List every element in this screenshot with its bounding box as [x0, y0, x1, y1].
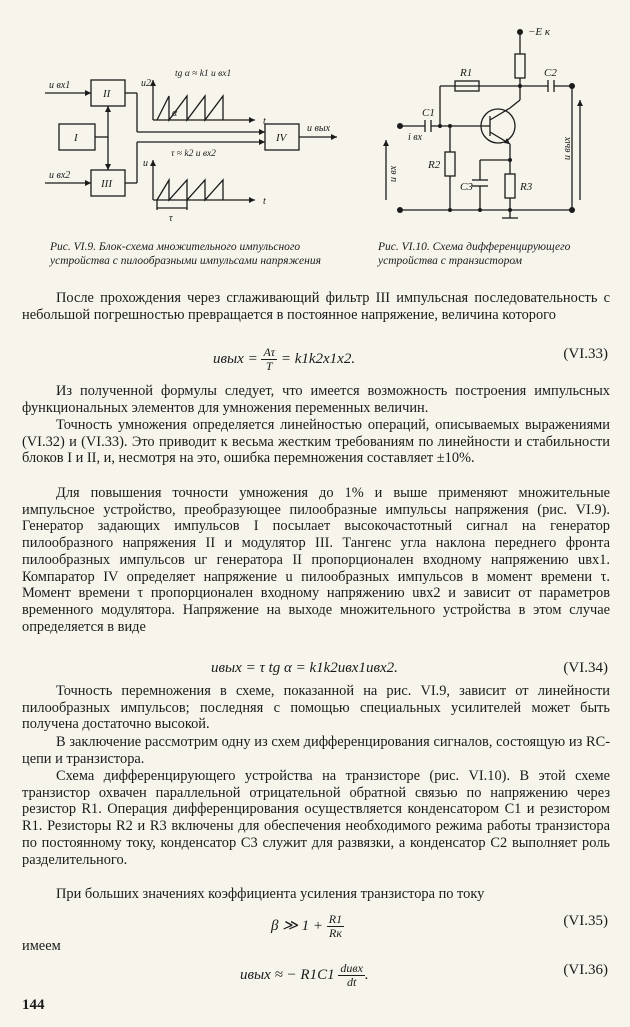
- transistor-circuit-figure: [380, 20, 590, 230]
- equation-number: (VI.34): [563, 660, 608, 676]
- paragraph-8: При больших значениях коэффициента усиления транзистора по току: [56, 886, 485, 902]
- c2-label: C2: [544, 67, 557, 79]
- u-out-label: u вых: [562, 136, 573, 160]
- figure-10-caption: Рис. VI.10. Схема дифференцирующего устройства с транзистором: [378, 241, 571, 267]
- c1-label: C1: [422, 107, 435, 119]
- block-diagram-figure: [45, 50, 345, 230]
- equation-number: (VI.35): [563, 913, 608, 929]
- i-in-label: i вх: [408, 132, 423, 143]
- axis-t-bottom-label: t: [263, 196, 266, 207]
- axis-t-top-label: t: [263, 116, 266, 127]
- u-in-label: u вх: [388, 165, 399, 182]
- block-ii-label: II: [103, 88, 111, 100]
- paragraph-3: Точность умножения определяется линейностью операций, описываемых выражениями (VI.32) и (VI.33). Это приводит к весьма жестким требованиям по линейности и стабильности блоков I и II, и, несмотря на это, ошибка перемножения составляет ±10%.: [22, 417, 610, 467]
- paragraph-6: В заключение рассмотрим одну из схем дифференцирования сигналов, состоящую из RC-цепи и транзистора.: [22, 734, 610, 767]
- equation-number: (VI.33): [563, 346, 608, 362]
- r1-label: R1: [460, 67, 473, 79]
- input-1-label: u вх1: [49, 80, 71, 91]
- paragraph-9: имеем: [22, 938, 61, 954]
- axis-u-label: u: [143, 158, 148, 169]
- output-label: u вых: [307, 123, 331, 134]
- equation-number: (VI.36): [563, 962, 608, 978]
- formula-top: tg α ≈ k1 u вх1: [175, 69, 232, 79]
- equation-vi-33: uвых = $\frac{A\tau}{T}$ = k1k2x1x2. (VI.33): [213, 345, 608, 373]
- block-i-label: I: [74, 132, 78, 144]
- block-iii-label: III: [101, 178, 112, 190]
- equation-vi-36: uвых ≈ − R1C1 $\frac{\text{duвх}}{dt}$ . (VI.36): [240, 961, 608, 989]
- r2-label: R2: [428, 159, 441, 171]
- paragraph-1: После прохождения через сглаживающий фильтр III импульсная последовательность с небольшой погрешностью превращается в постоянное напряжение, величина которого: [22, 290, 610, 323]
- paragraph-2: Из полученной формулы следует, что имеется возможность построения импульсных функциональных элементов для умножения переменных величин.: [22, 383, 610, 416]
- equation-vi-35: β ≫ 1 + $\frac{R1}{Rк}$ (VI.35): [271, 912, 608, 940]
- formula-bottom: τ ≈ k2 u вх2: [171, 149, 216, 159]
- equation-vi-34: uвых = τ tg α = k1k2uвх1uвх2. (VI.34): [211, 660, 608, 676]
- paragraph-7: Схема дифференцирующего устройства на транзисторе (рис. VI.10). В этой схеме транзистор охвачен параллельной отрицательной обратной связью по напряжению через резистор R1. Операция дифференцирования осуществляется конденсатором C1 и резистором R1. Резисторы R2 и R3 включены для обеспечения необходимого режима работы транзистора по постоянному току, конденсатор C3 служит для развязки, а конденсатор C2 выполняет роль разделительного.: [22, 768, 610, 868]
- c3-label: C3: [460, 181, 473, 193]
- supply-label: −E к: [528, 26, 551, 38]
- page-number: 144: [22, 997, 45, 1013]
- alpha-label: α: [172, 108, 178, 119]
- r3-label: R3: [520, 181, 533, 193]
- input-2-label: u вх2: [49, 170, 71, 181]
- paragraph-4: Для повышения точности умножения до 1% и выше применяют множительные импульсное устройство, преобразующее пилообразные импульсы напряжения (рис. VI.9). Генератор задающих импульсов I посылает высокочастотный сигнал на генератор пилообразного напряжения II и модулятор III. Тангенс угла наклона переднего фронта пилообразных импульсов uг генератора II пропорционален входному напряжению uвх1. Компаратор IV определяет напряжение u пилообразных импульсов в момент времени τ. Момент времени τ пропорционален входному напряжению uвх2 и зависит от параметров временного модулятора. Напряжение на выходе множительного устройства в этом случае определяется в виде: [22, 485, 610, 635]
- figure-9-caption: Рис. VI.9. Блок-схема множительного импульсного устройства с пилообразными импульсами напряжения: [50, 241, 321, 267]
- block-iv-label: IV: [276, 132, 287, 144]
- tau-label: τ: [169, 213, 173, 224]
- axis-u2-label: u2: [141, 78, 151, 89]
- paragraph-5: Точность перемножения в схеме, показанной на рис. VI.9, зависит от линейности пилообразных импульсов; последняя с помощью специальных усилителей может быть получена достаточно высокой.: [22, 683, 610, 733]
